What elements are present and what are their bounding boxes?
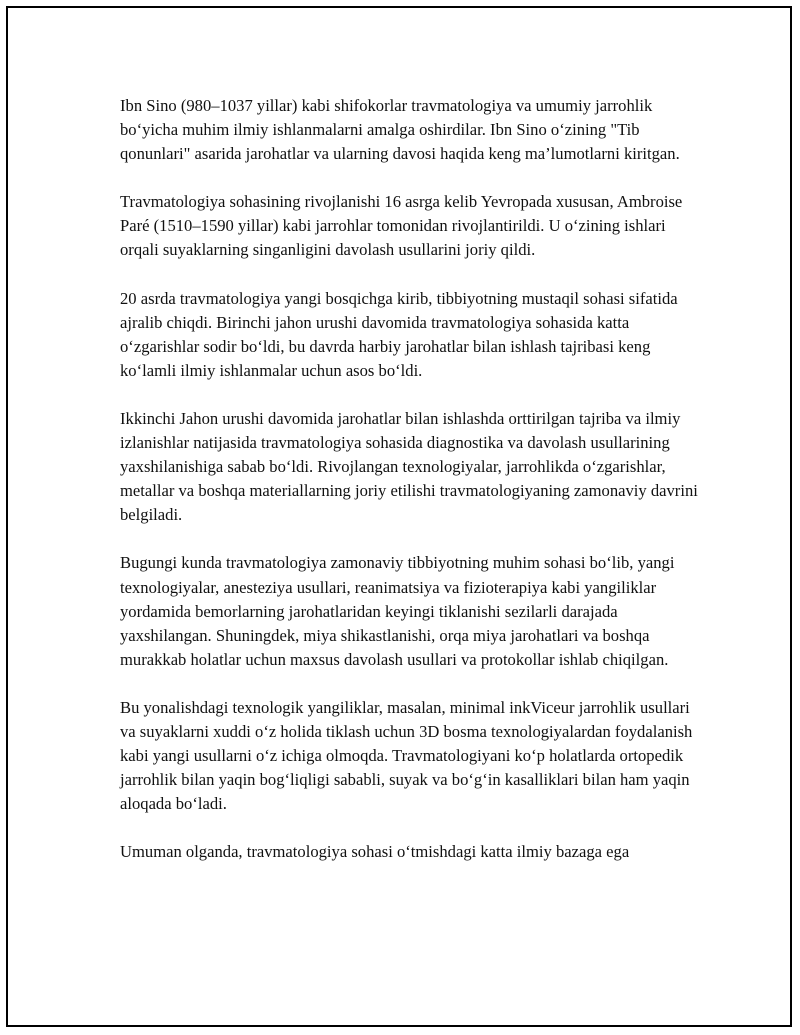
page-frame: [6, 6, 792, 1027]
paragraph-ww2: Ikkinchi Jahon urushi davomida jarohatlar bilan ishlashda orttirilgan tajriba va ilmiy izlanishlar natijasida travmatologiya sohasida diagnostika va davolash usullarining yaxshilanishiga sabab bo‘ldi. Rivojlangan texnologiyalar, jarrohlikda o‘zgarishlar, metallar va boshqa materiallarning joriy etilishi travmatologiyaning zamonaviy davrini belgiladi.: [120, 408, 698, 525]
paragraph-modern-day: Bugungi kunda travmatologiya zamonaviy tibbiyotning muhim sohasi bo‘lib, yangi texnologiyalar, anesteziya usullari, reanimatsiya va fizioterapiya kabi yangiliklar yordamida bemorlarning jarohatlaridan keyingi tiklanishi sezilarli darajada yaxshilangan. Shuningdek, miya shikastlanishi, orqa miya jarohatlari va boshqa murakkab holatlar uchun maxsus davolash usullari va protokollar ishlab chiqilgan.: [120, 553, 675, 669]
paragraph-conclusion: Umuman olganda, travmatologiya sohasi o‘tmishdagi katta ilmiy bazaga ega: [120, 842, 630, 862]
paragraph-ibn-sino: Ibn Sino (980–1037 yillar) kabi shifokorlar travmatologiya va umumiy jarrohlik bo‘yicha muhim ilmiy ishlanmalarni amalga oshirdilar. Ibn Sino o‘zining "Tib qonunlari" asarida jarohatlar va ularning davosi haqida keng ma’lumotlarni kiritgan.: [120, 96, 680, 164]
paragraph-20th-century: 20 asrda travmatologiya yangi bosqichga kirib, tibbiyotning mustaqil sohasi sifatida ajralib chiqdi. Birinchi jahon urushi davomida travmatologiya sohasida katta o‘zgarishlar sodir bo‘ldi, bu davrda harbiy jarohatlar bilan ishlash tajribasi keng ko‘lamli ilmiy ishlanmalar uchun asos bo‘ldi.: [120, 288, 678, 380]
document-body: [120, 94, 700, 888]
paragraph-ambroise-pare: Travmatologiya sohasining rivojlanishi 16 asrga kelib Yevropada xususan, Ambroise Paré (1510–1590 yillar) kabi jarrohlar tomonidan rivojlantirildi. U o‘zining ishlari orqali suyaklarning singanligini davolash usullarini joriy qildi.: [120, 192, 683, 260]
paragraph-technology: Bu yonalishdagi texnologik yangiliklar, masalan, minimal inkViceur jarrohlik usullari va suyaklarni xuddi o‘z holida tiklash uchun 3D bosma texnologiyalardan foydalanish kabi yangi usullarni o‘z ichiga olmoqda. Travmatologiyani ko‘p holatlarda ortopedik jarrohlik bilan yaqin bog‘liqligi sababli, suyak va bo‘g‘in kasalliklari bilan ham yaqin aloqada bo‘ladi.: [120, 697, 693, 814]
